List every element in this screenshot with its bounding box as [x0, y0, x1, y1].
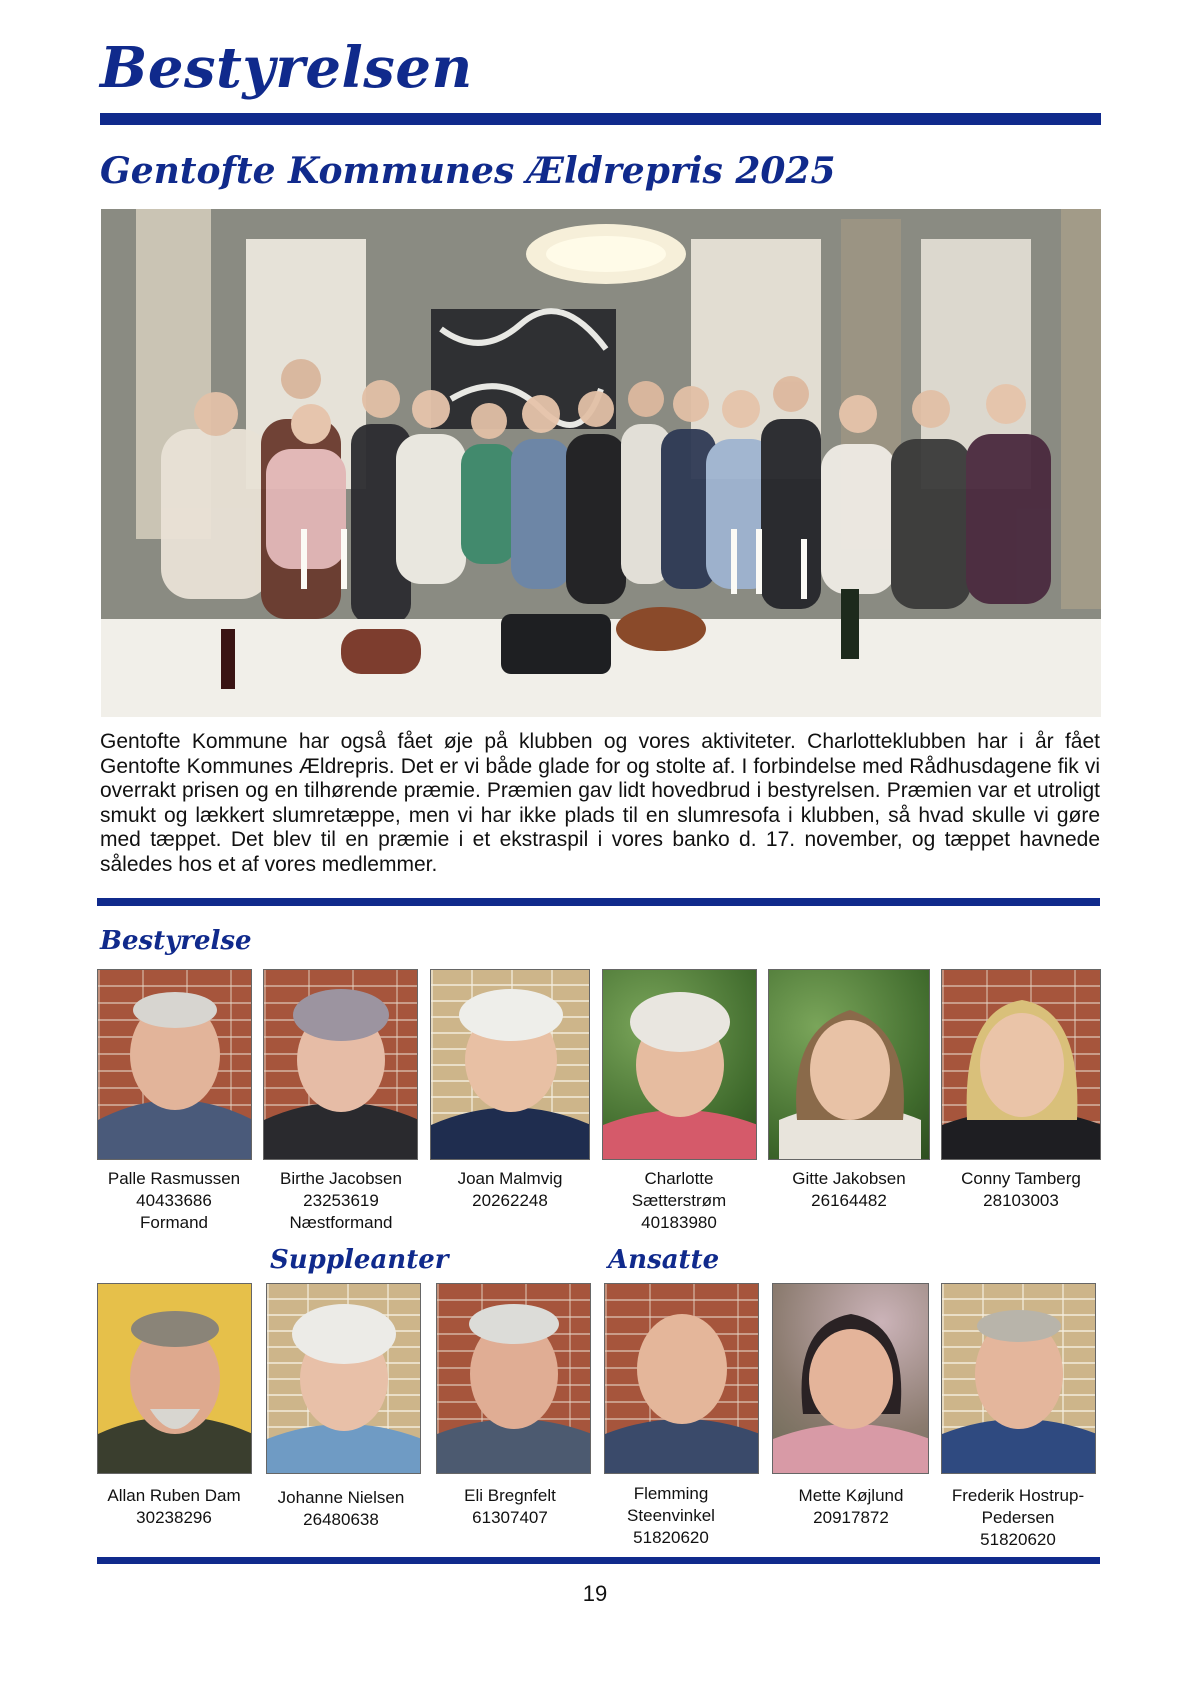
portrait-conny-tamberg: [941, 969, 1101, 1160]
member-phone: 61307407: [472, 1508, 548, 1527]
person-photo: [605, 1284, 759, 1474]
member-role: Næstformand: [289, 1213, 393, 1232]
person-photo: [264, 970, 418, 1160]
board-member-4: [596, 1168, 762, 1234]
portrait-palle-rasmussen: [97, 969, 252, 1160]
board-member-2: [256, 1168, 426, 1234]
substitute-member-1: [89, 1485, 259, 1529]
person-photo: [267, 1284, 421, 1474]
member-name: Charlotte Sætterstrøm: [631, 1169, 727, 1210]
portrait-allan-ruben-dam: [97, 1283, 252, 1474]
member-phone: 51820620: [633, 1528, 709, 1547]
person-photo: [773, 1284, 929, 1474]
group-photo-illustration: [101, 209, 1101, 717]
member-name: Gitte Jakobsen: [792, 1169, 906, 1188]
member-role: Formand: [139, 1213, 209, 1232]
member-name: Flemming Steenvinkel: [627, 1484, 715, 1525]
article-title: Gentofte Kommunes Ældrepris 2025: [100, 150, 836, 192]
title-rule: [100, 113, 1101, 125]
substitute-member-2: [256, 1487, 426, 1531]
person-photo: [942, 1284, 1096, 1474]
page-number: 19: [582, 1581, 608, 1606]
member-name: Johanne Nielsen: [277, 1488, 405, 1507]
member-phone: 26164482: [811, 1191, 887, 1210]
portrait-eli-bregnfelt: [436, 1283, 591, 1474]
board-member-5: [764, 1168, 934, 1212]
portrait-johanne-nielsen: [266, 1283, 421, 1474]
person-photo: [98, 1284, 252, 1474]
portrait-mette-kojlund: [772, 1283, 929, 1474]
member-phone: 20262248: [472, 1191, 548, 1210]
member-name: Mette Køjlund: [798, 1486, 904, 1505]
person-photo: [942, 970, 1101, 1160]
member-phone: 28103003: [983, 1191, 1059, 1210]
portrait-flemming-steenvinkel: [604, 1283, 759, 1474]
member-phone: 51820620: [980, 1530, 1056, 1549]
portrait-joan-malmvig: [430, 969, 590, 1160]
staff-member-3: [928, 1485, 1108, 1551]
staff-member-1: [596, 1483, 746, 1549]
member-name: Allan Ruben Dam: [107, 1486, 241, 1505]
person-photo: [603, 970, 757, 1160]
section-heading-board: Bestyrelse: [100, 926, 252, 956]
board-member-3: [425, 1168, 595, 1212]
section-heading-staff: Ansatte: [608, 1245, 720, 1275]
person-photo: [437, 1284, 591, 1474]
person-photo: [431, 970, 590, 1160]
group-photo: [101, 209, 1101, 717]
member-phone: 23253619: [303, 1191, 379, 1210]
bottom-rule: [97, 1557, 1100, 1564]
page-title: Bestyrelsen: [100, 35, 473, 101]
person-photo: [769, 970, 930, 1160]
substitute-member-3: [425, 1485, 595, 1529]
member-name: Birthe Jacobsen: [280, 1169, 402, 1188]
board-member-6: [936, 1168, 1106, 1212]
member-name: Eli Bregnfelt: [464, 1486, 556, 1505]
member-name: Palle Rasmussen: [107, 1169, 241, 1188]
portrait-gitte-jakobsen: [768, 969, 930, 1160]
member-phone: 40433686: [136, 1191, 212, 1210]
member-phone: 20917872: [813, 1508, 889, 1527]
article-body: Gentofte Kommune har også fået øje på klubben og vores aktiviteter. Charlotteklubben har i år fået Gentofte Kommunes Ældrepris. Det er vi både glade for og stolte af. I forbindelse med Rådhusdagene fik vi overrakt prisen og en tilhørende præmie. Præmien gav lidt hovedbrud i bestyrelsen. Præmien var et utroligt smukt og lækkert slumretæppe, men vi har ikke plads til en slumresofa i klubben, så hvad skulle vi gøre med tæppet. Det blev til en præmie i et ekstraspil i vores banko d. 17. november, og tæppet havnede således hos et af vores medlemmer.: [100, 730, 1100, 876]
staff-member-2: [766, 1485, 936, 1529]
member-phone: 26480638: [303, 1510, 379, 1529]
member-phone: 40183980: [641, 1213, 717, 1232]
member-phone: 30238296: [136, 1508, 212, 1527]
section-heading-substitutes: Suppleanter: [270, 1245, 449, 1275]
portrait-charlotte-saetterstrom: [602, 969, 757, 1160]
person-photo: [98, 970, 252, 1160]
board-member-1: [89, 1168, 259, 1234]
section-divider: [97, 898, 1100, 906]
member-name: Conny Tamberg: [961, 1169, 1081, 1188]
member-name: Joan Malmvig: [457, 1169, 563, 1188]
portrait-frederik-hostrup-pedersen: [941, 1283, 1096, 1474]
portrait-birthe-jacobsen: [263, 969, 418, 1160]
member-name: Frederik Hostrup-Pedersen: [951, 1486, 1085, 1527]
